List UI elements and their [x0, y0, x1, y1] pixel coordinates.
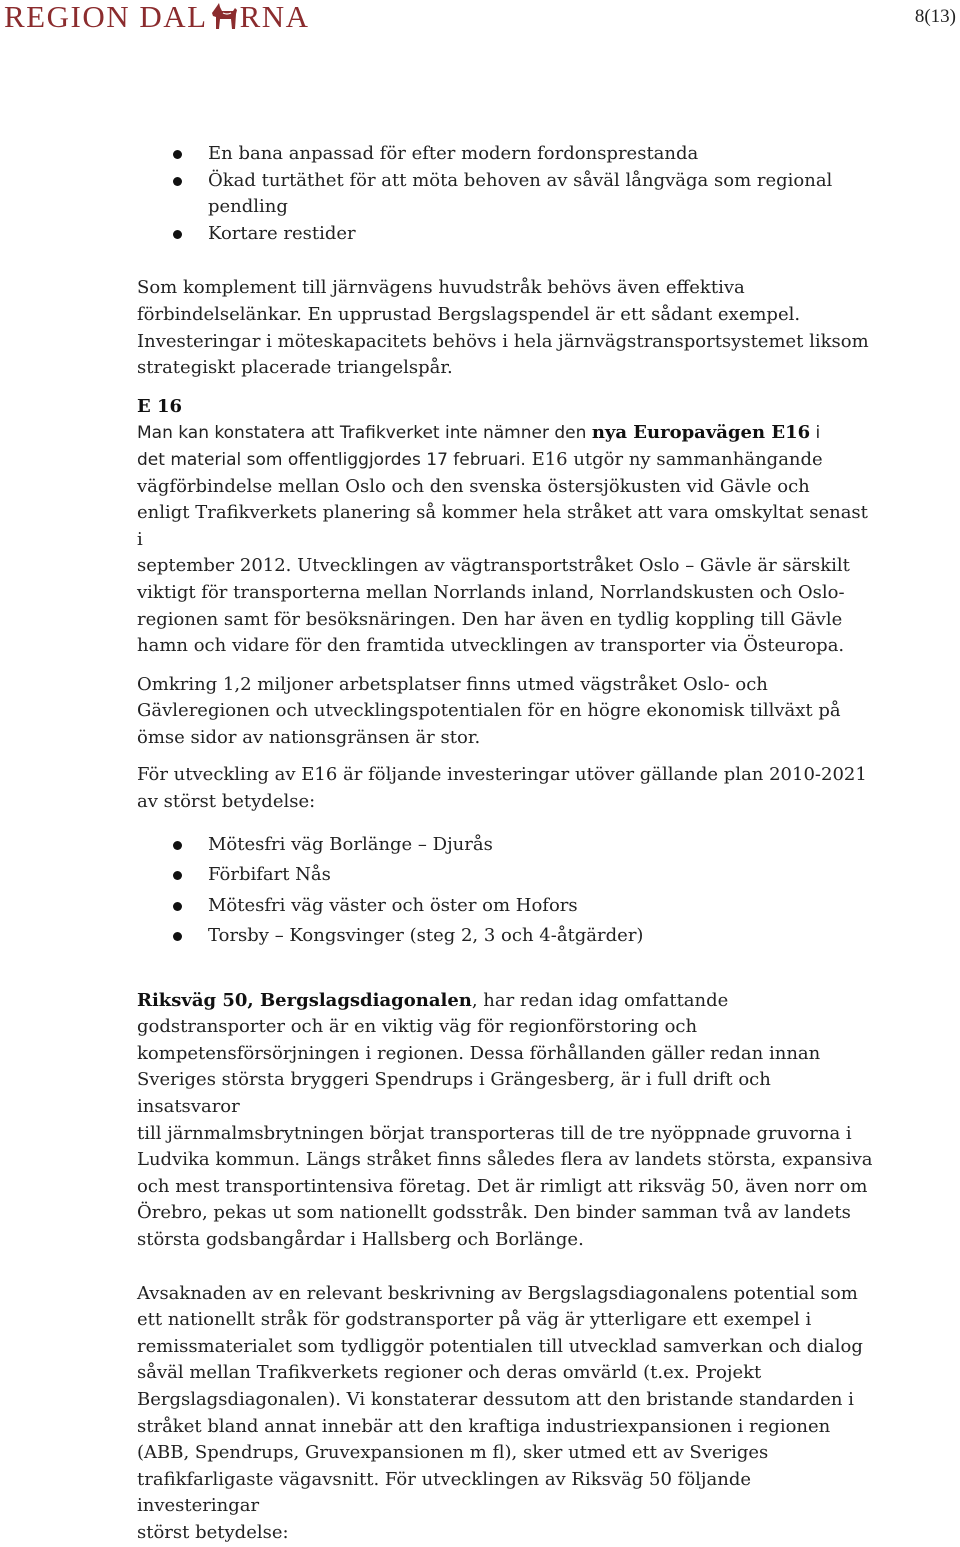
logo-text-left: REGION DAL	[4, 0, 208, 34]
list-item: Förbifart Nås	[137, 860, 877, 891]
logo-text-right: RNA	[239, 0, 310, 34]
region-dalarna-logo	[4, 0, 310, 37]
paragraph-connections: Som komplement till järnvägens huvudstråk behövs även effektiva förbindelselänkar. En upprustad Bergslagspendel är ett sådant exempel. Investeringar i möteskapacitets behövs i hela järnvägstransportsystemet liksom strategiskt placerade triangelspår.	[137, 277, 869, 379]
e16-investments-list	[137, 830, 877, 952]
document-body	[137, 141, 877, 1547]
list-item: Mötesfri väg väster och öster om Hofors	[137, 891, 877, 922]
e16-heading: E 16	[137, 395, 183, 417]
e16-section: E 16 Man kan konstatera att Trafikverket inte nämner den nya Europavägen E16 i det material som offentliggjordes 17 februari. E16 utgör ny sammanhängande vägförbindelse mellan Oslo och den svenska östersjökusten vid Gävle och enligt Trafikverkets planering så kommer hela stråket att vara omskyltat senast i september 2012. Utvecklingen av vägtransportstråket Oslo – Gävle är särskilt viktigt för transporterna mellan Norrlands inland, Norrlandskusten och Oslo- regionen samt för besöksnäringen. Den har även en tydlig koppling till Gävle hamn och vidare för den framtida utvecklingen av transporter via Östeuropa.	[137, 395, 868, 657]
train-benefits-list	[137, 141, 877, 247]
list-item: Kortare restider	[137, 221, 877, 248]
rv50-section: Riksväg 50, Bergslagsdiagonalen, har redan idag omfattande godstransporter och är en viktig väg för regionförstoring och kompetensförsörjningen i regionen. Dessa förhållanden gäller redan innan Sveriges största bryggeri Spendrups i Grängesberg, är i full drift och insatsvaror till järnmalmsbrytningen börjat transporteras till de tre nyöppnade gruvorna i Ludvika kommun. Längs stråket finns således flera av landets största, expansiva och mest transportintensiva företag. Det är rimligt att riksväg 50, även norr om Örebro, pekas ut som nationellt godsstråk. Den binder samman två av landets största godsbangårdar i Hallsberg och Borlänge.	[137, 989, 873, 1250]
paragraph-workplaces: Omkring 1,2 miljoner arbetsplatser finns utmed vägstråket Oslo- och Gävleregionen och utvecklingspotentialen för en högre ekonomisk tillväxt på ömse sidor av nationsgränsen är stor.	[137, 673, 841, 748]
list-item: Ökad turtäthet för att möta behoven av såväl långväga som regional	[137, 168, 877, 195]
list-item: Torsby – Kongsvinger (steg 2, 3 och 4-åtgärder)	[137, 921, 877, 952]
dala-horse-icon	[209, 2, 239, 37]
paragraph-bergslagsdiagonalen: Avsaknaden av en relevant beskrivning av Bergslagsdiagonalens potential som ett nationellt stråk för godstransporter på väg är ytterligare ett exempel i remissmaterialet som tydliggör potentialen till utvecklad samverkan och dialog såväl mellan Trafikverkets regioner och deras omvärld (t.ex. Projekt Bergslagsdiagonalen). Vi konstaterar dessutom att den bristande standarden i stråket bland annat innebär att den kraftiga industriexpansionen i regionen (ABB, Spendrups, Gruvexpansionen m fl), sker utmed ett av Sveriges trafikfarligaste vägavsnitt. För utvecklingen av Riksväg 50 följande investeringar störst betydelse:	[137, 1282, 863, 1543]
list-item: Mötesfri väg Borlänge – Djurås	[137, 830, 877, 861]
paragraph-e16-investments: För utveckling av E16 är följande investeringar utöver gällande plan 2010-2021 av störst betydelse:	[137, 764, 867, 813]
rv50-heading: Riksväg 50, Bergslagsdiagonalen	[137, 989, 472, 1011]
page-number: 8(13)	[914, 6, 956, 27]
list-item: En bana anpassad för efter modern fordonsprestanda	[137, 141, 877, 168]
list-item-continuation: pendling	[208, 196, 288, 218]
